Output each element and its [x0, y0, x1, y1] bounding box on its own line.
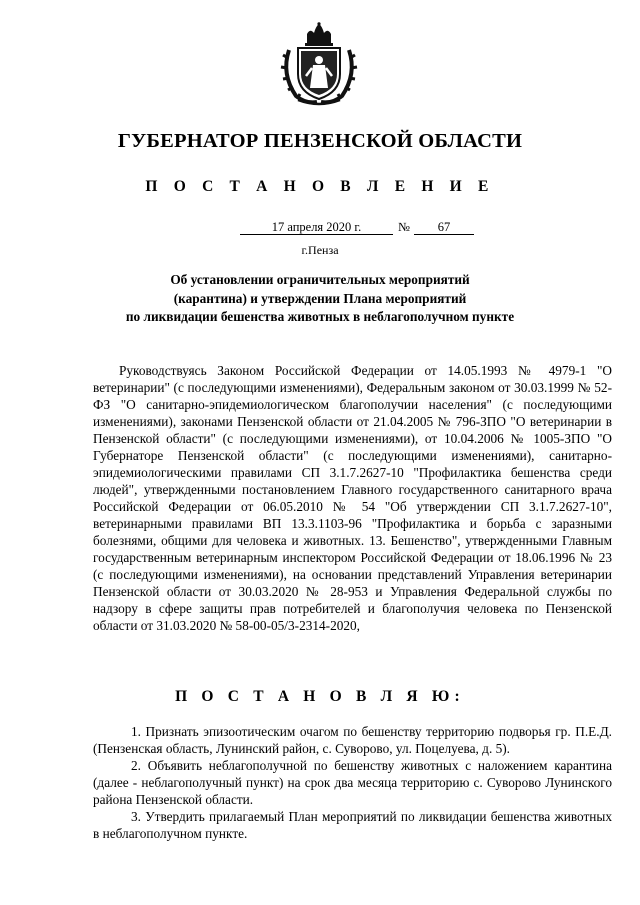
decree-item: 2. Объявить неблагополучной по бешенству животных с наложением карантина (далее - неблагополучный пункт) на срок два месяца территорию с. Суворово Лунинского района Пензенской области. — [93, 758, 612, 807]
document-type: П О С Т А Н О В Л Е Н И Е — [145, 178, 495, 195]
decree-items — [93, 723, 612, 842]
number-sign: № — [398, 220, 410, 234]
subject-line: Об установлении ограничительных мероприятий — [170, 272, 470, 287]
document-number: 67 — [414, 220, 474, 235]
document-date: 17 апреля 2020 г. — [240, 220, 393, 235]
preamble-paragraph: Руководствуясь Законом Российской Федерации от 14.05.1993 № 4979-1 "О ветеринарии" (с последующими изменениями), Федеральным законом от 30.03.1999 № 52-ФЗ "О санитарно-эпидемиологическом благополучии населения" (с последующими изменениями), законами Пензенской области от 21.04.2005 № 796-ЗПО "О ветеринарии в Пензенской области" (с последующими изменениями), от 10.04.2006 № 1005-ЗПО "О Губернаторе Пензенской области" (с последующими изменениями), санитарно-эпидемиологическими правилами СП 3.1.7.2627-10 "Профилактика бешенства среди людей", утвержденными постановлением Главного государственного санитарного врача Российской Федерации от 06.05.2010 № 54 "Об утверждении СП 3.1.7.2627-10", ветеринарными правилами ВП 13.3.1103-96 "Профилактика и борьба с заразными болезнями, общими для человека и животных. 13. Бешенство", утвержденными Главным государственным ветеринарным инспектором Российской Федерации от 18.06.1996 № 23 (с последующими изменениями), на основании представлений Управления ветеринарии Пензенской области от 30.03.2020 № 28-953 и Управления Федеральной службы по надзору в сфере защиты прав потребителей и благополучия человека по Пензенской области от 31.03.2020 № 58-00-05/3-2314-2020, — [93, 363, 612, 633]
issuing-authority: ГУБЕРНАТОР ПЕНЗЕНСКОЙ ОБЛАСТИ — [117, 130, 523, 152]
decree-item: 3. Утвердить прилагаемый План мероприятий по ликвидации бешенства животных в неблагополучном пункте. — [93, 809, 612, 841]
decree-item: 1. Признать эпизоотическим очагом по бешенству территорию подворья гр. П.Е.Д. (Пензенская область, Лунинский район, с. Суворово, ул. Поцелуева, д. 5). — [93, 724, 612, 756]
subject-line: по ликвидации бешенства животных в неблагополучном пункте — [125, 309, 515, 324]
subject-line: (карантина) и утверждении Плана мероприятий — [173, 290, 467, 306]
document-subject — [0, 271, 640, 327]
penza-coat-of-arms-icon — [276, 22, 362, 113]
issue-city: г.Пенза — [301, 243, 339, 257]
decree-heading: П О С Т А Н О В Л Я Ю: — [175, 688, 465, 705]
